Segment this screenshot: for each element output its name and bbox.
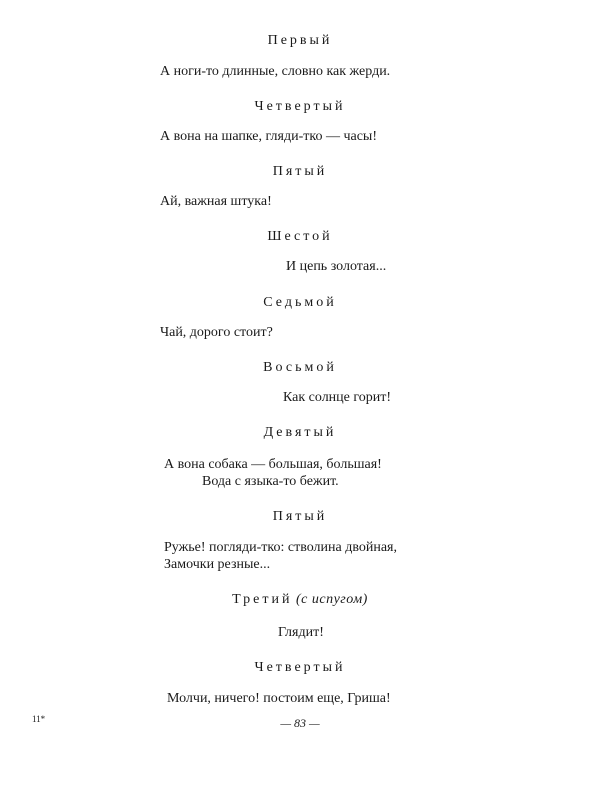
page-number: — 83 —	[280, 716, 320, 730]
speaker-name: Пятый	[272, 164, 328, 179]
dialogue-line: Ай, важная штука!	[160, 194, 272, 209]
stage-direction: (с испугом)	[296, 592, 368, 607]
dialogue-line: Ружье! погляди-тко: стволина двойная,	[164, 540, 397, 555]
speaker-name: Седьмой	[263, 295, 337, 310]
speaker-name: Первый	[267, 33, 333, 48]
dialogue-line: И цепь золотая...	[286, 259, 387, 274]
speaker-name: Пятый	[272, 509, 328, 524]
dialogue-line: Как солнце горит!	[283, 390, 392, 405]
speaker-name: Четвертый	[254, 99, 346, 114]
dialogue-line: Чай, дорого стоит?	[160, 325, 273, 340]
dialogue-line: А ноги-то длинные, словно как жерди.	[160, 64, 391, 79]
speaker-heading	[0, 591, 600, 609]
dialogue-line: Глядит!	[278, 625, 324, 640]
dialogue-line: Вода с языка-то бежит.	[202, 474, 339, 489]
speaker-name: Третий	[232, 592, 293, 607]
signature-mark: 11*	[32, 714, 46, 724]
speaker-name: Четвертый	[254, 660, 346, 675]
dialogue-line: А вона собака — большая, большая!	[164, 457, 382, 472]
speaker-name: Шестой	[267, 229, 333, 244]
dialogue-line: А вона на шапке, гляди-тко — часы!	[160, 129, 377, 144]
speaker-name: Девятый	[263, 425, 337, 440]
speaker-name: Восьмой	[263, 360, 337, 375]
dialogue-line: Молчи, ничего! постоим еще, Гриша!	[167, 691, 391, 706]
dialogue-line: Замочки резные...	[164, 557, 271, 572]
